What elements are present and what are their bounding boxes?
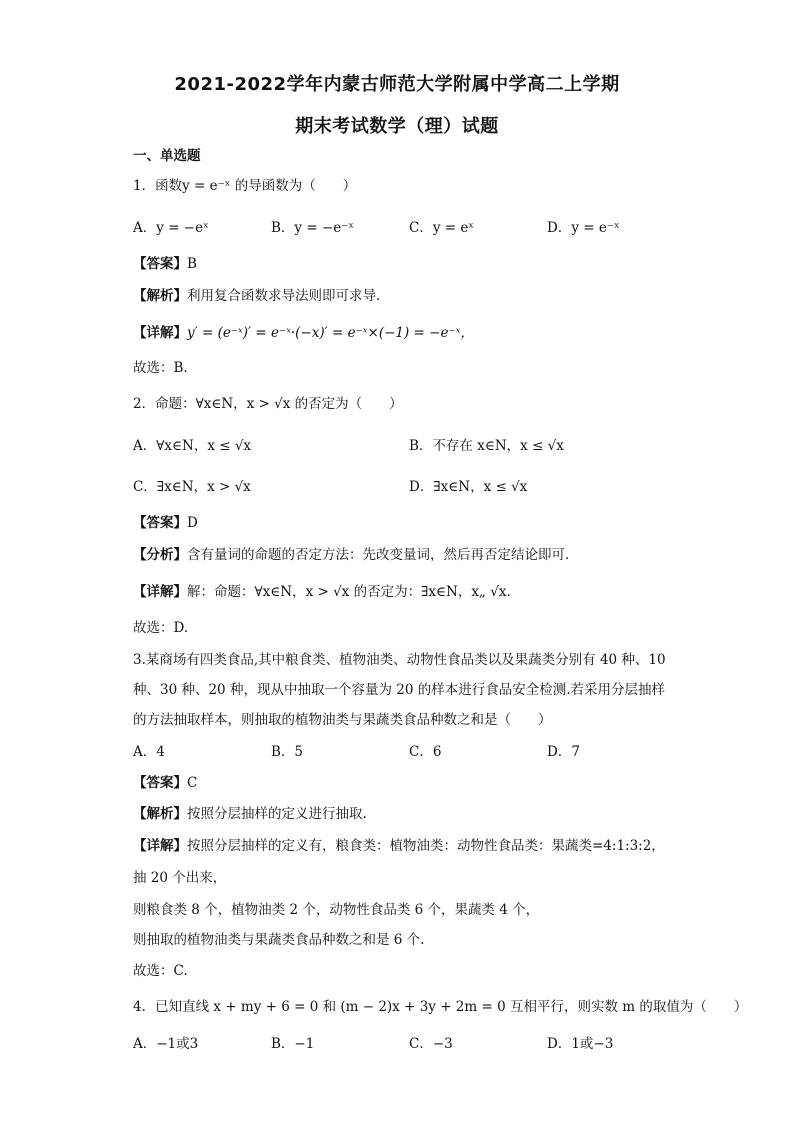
analysis-tag: 【解析】 — [133, 806, 187, 822]
q3-conclusion: 故选：C. — [133, 963, 188, 979]
q1-option-d: D．y = e⁻ˣ — [547, 220, 620, 236]
answer-tag: 【答案】 — [133, 256, 187, 272]
detail-tag: 【详解】 — [133, 325, 187, 341]
q4-option-b: B．−1 — [271, 1036, 315, 1052]
q2-detail: 解：命题：∀x∈N，x > √x 的否定为：∃x∈N，x„ √x． — [187, 584, 520, 600]
analysis-tag: 【解析】 — [133, 288, 187, 304]
q4-option-d: D．1或−3 — [547, 1036, 614, 1052]
q2-option-d: D．∃x∈N，x ≤ √x — [409, 479, 528, 495]
q4-option-c: C．−3 — [409, 1036, 453, 1052]
analysis-tag: 【分析】 — [133, 547, 187, 563]
q1-analysis-line — [133, 287, 380, 305]
q3-detail-line1 — [133, 837, 665, 855]
answer-tag: 【答案】 — [133, 515, 187, 531]
q1-option-b: B．y = −e⁻ˣ — [271, 220, 355, 236]
q2-option-c: C．∃x∈N，x > √x — [133, 479, 251, 495]
q3-detail-line3: 则粮食类 8 个，植物油类 2 个，动物性食品类 6 个，果蔬类 4 个， — [133, 902, 540, 918]
section-heading: 一、单选题 — [133, 148, 201, 164]
q3-stem-line3: 的方法抽取样本，则抽取的植物油类与果蔬类食品种数之和是（ ） — [133, 712, 552, 728]
q1-answer-line — [133, 255, 197, 273]
q2-analysis-line — [133, 546, 579, 564]
q1-analysis: 利用复合函数求导法则即可求导. — [187, 288, 381, 304]
detail-tag: 【详解】 — [133, 584, 187, 600]
q1-detail-line — [133, 324, 474, 342]
q1-stem: 1．函数y = e⁻ˣ 的导函数为（ ） — [133, 178, 357, 194]
q4-stem: 4．已知直线 x + my + 6 = 0 和 (m − 2)x + 3y + 2m = 0 互相平行，则实数 m 的取值为（ ） — [133, 999, 748, 1015]
q1-option-a: A．y = −eˣ — [133, 220, 209, 236]
q2-option-a: A．∀x∈N，x ≤ √x — [133, 438, 252, 454]
q3-option-c: C．6 — [409, 744, 442, 760]
q3-answer: C — [187, 775, 198, 791]
page-title-line2: 期末考试数学（理）试题 — [295, 116, 499, 137]
q2-conclusion: 故选：D. — [133, 620, 189, 636]
q2-option-b: B．不存在 x∈N，x ≤ √x — [409, 438, 564, 454]
q1-detail: y′ = (e⁻ˣ)′ = e⁻ˣ·(−x)′ = e⁻ˣ×(−1) = −e⁻ˣ， — [187, 325, 474, 341]
q4-option-a: A．−1或3 — [133, 1036, 199, 1052]
q1-conclusion: 故选：B. — [133, 360, 188, 376]
answer-tag: 【答案】 — [133, 775, 187, 791]
q2-answer: D — [187, 515, 198, 531]
q1-answer: B — [187, 256, 197, 272]
q3-stem-line1: 3.某商场有四类食品,其中粮食类、植物油类、动物性食品类以及果蔬类分别有 40 种、10 — [133, 652, 666, 668]
q3-option-b: B．5 — [271, 744, 304, 760]
q2-analysis: 含有量词的命题的否定方法：先改变量词，然后再否定结论即可． — [187, 547, 579, 563]
q3-stem-line2: 种、30 种、20 种，现从中抽取一个容量为 20 的样本进行食品安全检测.若采用分层抽样 — [133, 682, 665, 698]
q2-answer-line — [133, 514, 198, 532]
q3-detail-line2: 抽 20 个出来， — [133, 870, 227, 886]
q3-analysis: 按照分层抽样的定义进行抽取. — [187, 806, 367, 822]
q3-option-a: A．4 — [133, 744, 165, 760]
page-title-line1: 2021-2022学年内蒙古师范大学附属中学高二上学期 — [174, 74, 620, 95]
q1-option-c: C．y = eˣ — [409, 220, 475, 236]
detail-tag: 【详解】 — [133, 838, 187, 854]
q3-analysis-line — [133, 805, 367, 823]
q2-detail-line — [133, 583, 520, 601]
q3-detail-1: 按照分层抽样的定义有，粮食类：植物油类：动物性食品类：果蔬类=4:1:3:2， — [187, 838, 665, 854]
q3-detail-line4: 则抽取的植物油类与果蔬类食品种数之和是 6 个. — [133, 932, 425, 948]
q3-answer-line — [133, 774, 197, 792]
q3-option-d: D．7 — [547, 744, 580, 760]
q2-stem: 2．命题：∀x∈N，x > √x 的否定为（ ） — [133, 396, 403, 412]
